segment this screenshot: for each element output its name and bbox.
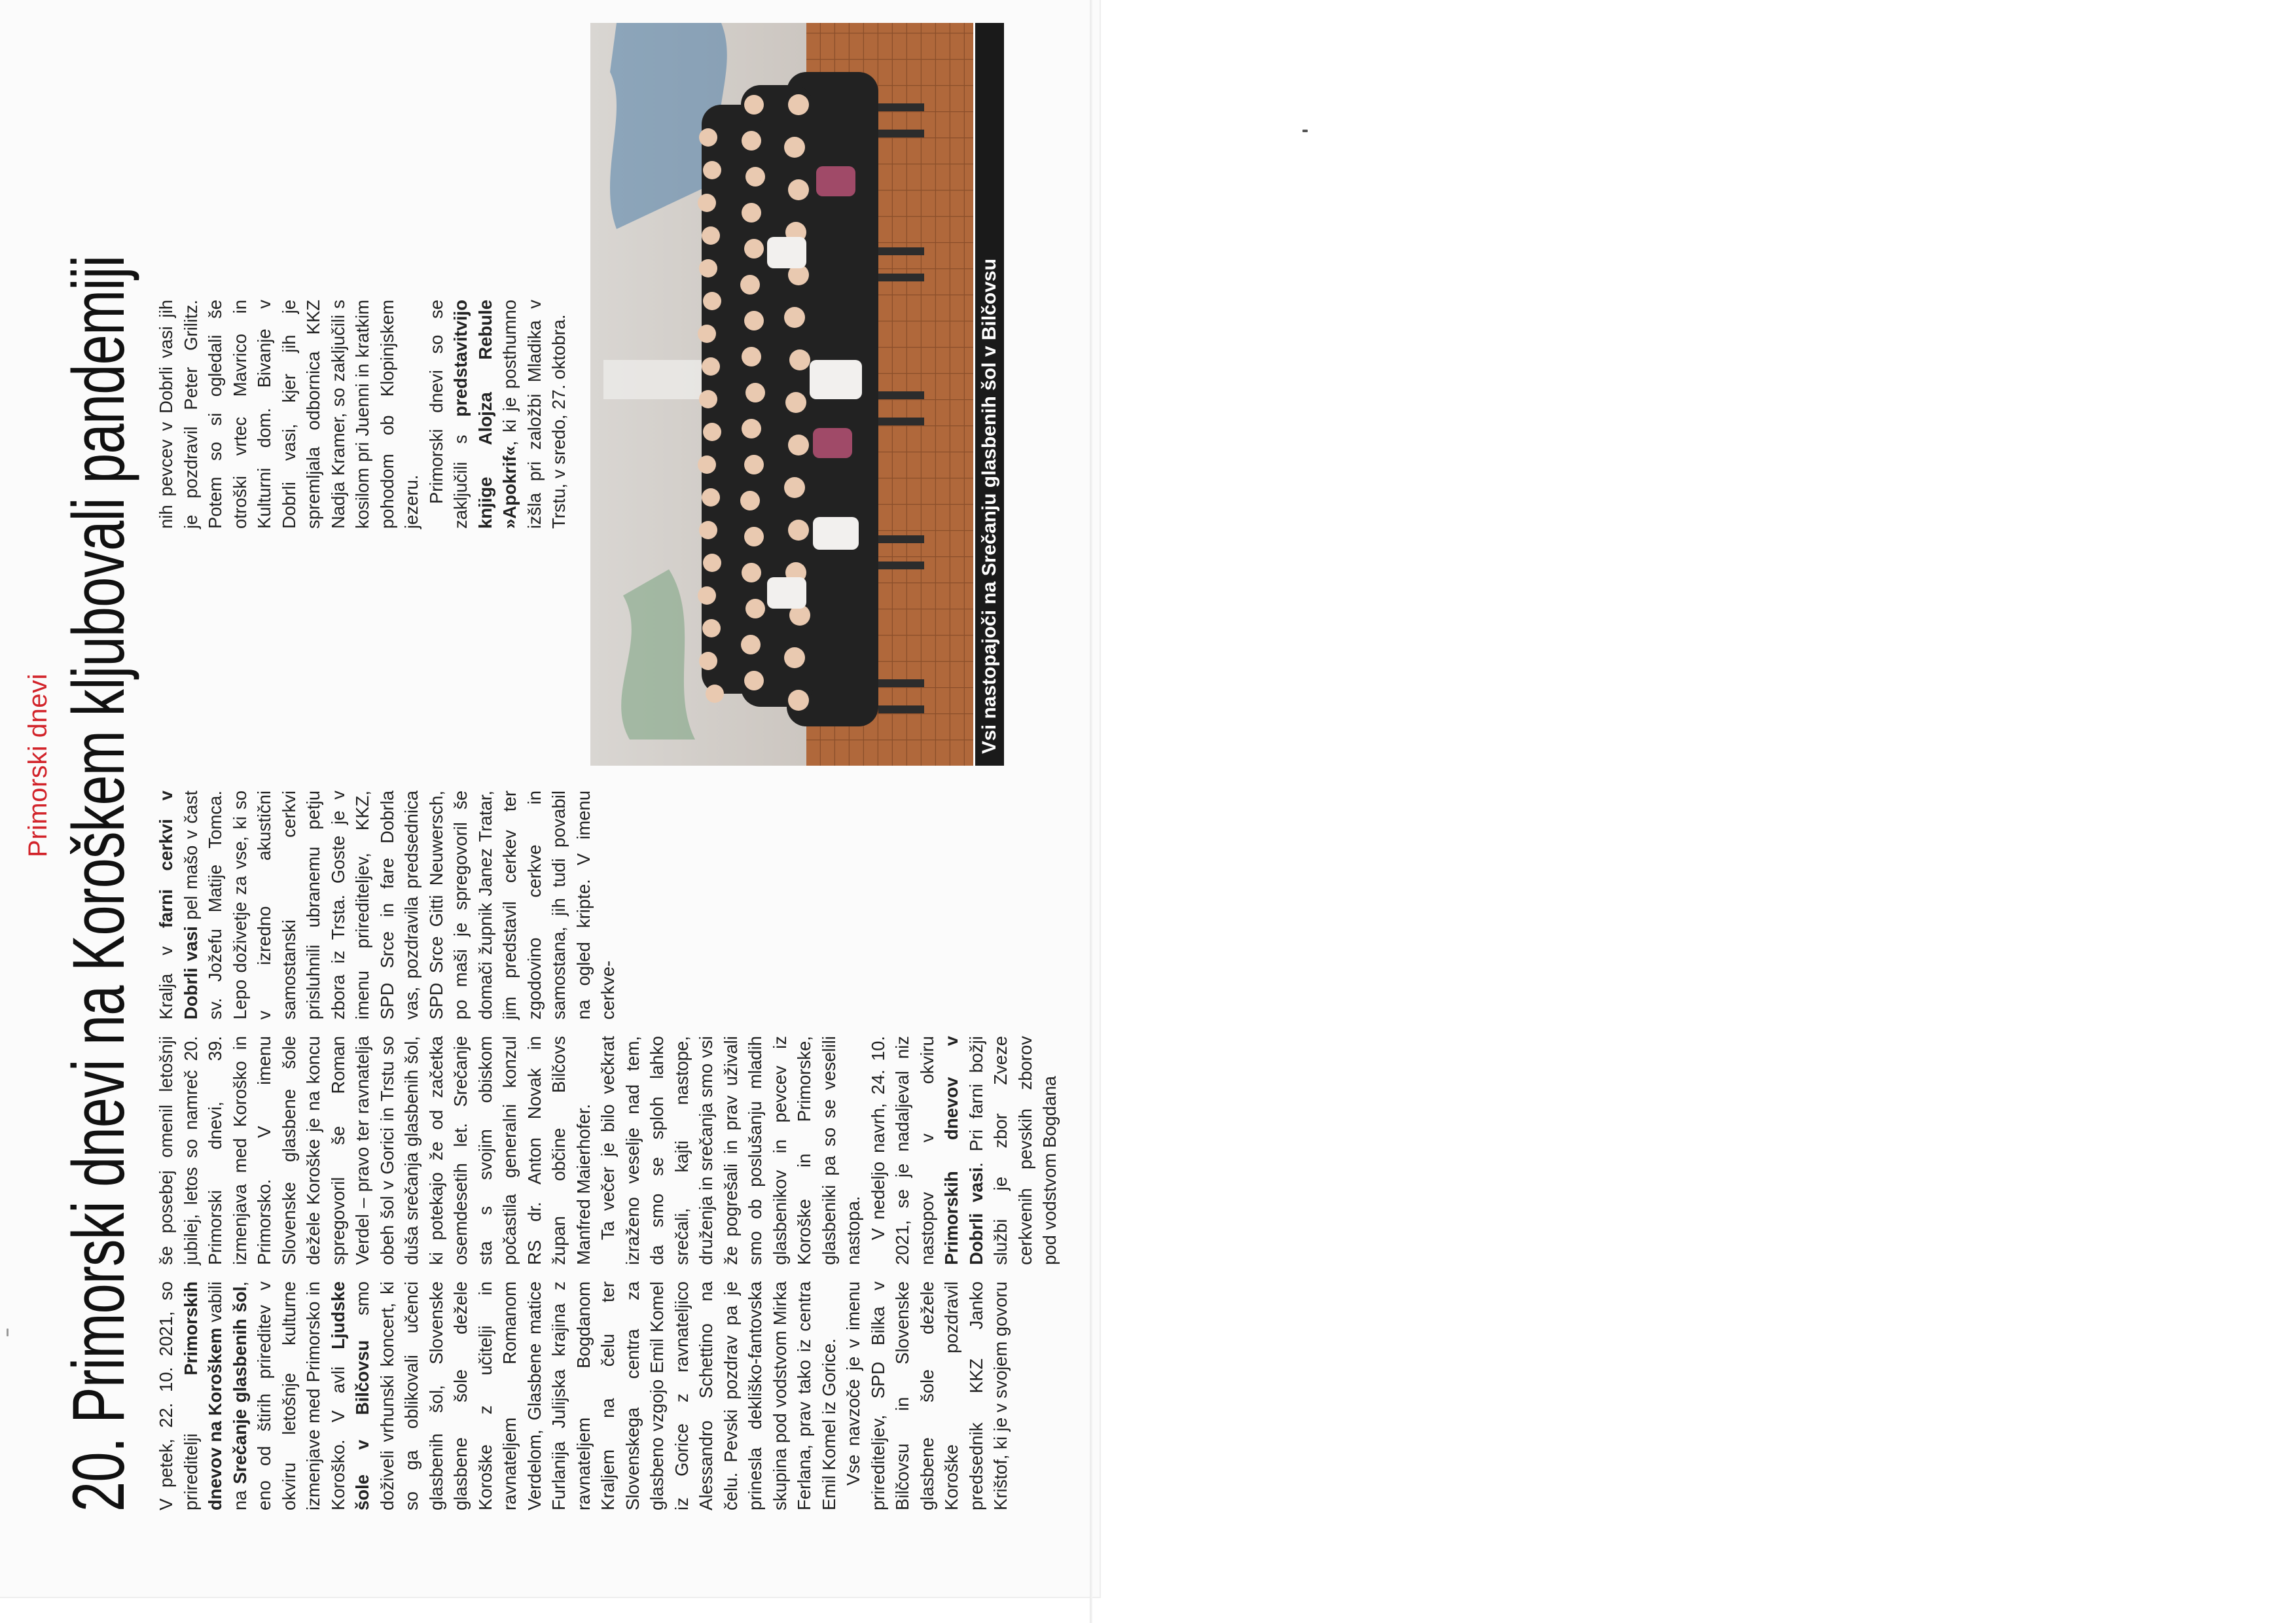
paragraph: Primorski dnevi so se zaključili s predstavitvijo knjige Alojza Rebule »Apokrif«, ki je posthumno izšla pri založbi Mladika v Trstu, v sredo, 27. oktobra.: [425, 300, 569, 529]
paragraph: Kralja v farni cerkvi v Dobrli vasi pel mašo v čast sv. Jožefu Matije Tomca. Lepo doživetje za vse, ki so v izredno akustični samostanski cerkvi prisluhnili ubranemu petju zbora iz Trsta. Goste je v imenu prirediteljev, KKZ, SPD Srce in fare Dobrla vas, pozdravila predsednica SPD Srce Gitti Neuwersch, po maši je spregovoril še domači župnik Janez Tratar, jim predstavil cerkev ter zgodovino cerkve in samostana, jih tudi povabil na ogled kripte. V imenu cerkve-: [156, 791, 618, 1020]
paragraph: nih pevcev v Dobrli vasi jih je pozdravil Peter Grilitz. Potem so si ogledali še otroški vrtec Mavrico in Kulturni dom. Bivanje v Dobrli vasi, kjer jih je spremljala odbornica KKZ Nadja Kramer, so zaključili s kosilom pri Juenni in kratkim pohodom ob Klopinjskem jezeru.: [156, 300, 422, 529]
paragraph: V petek, 22. 10. 2021, so prireditelji Primorskih dnevov na Koroškem vabili na Srečanje glasbenih šol, eno od štirih prireditev v okviru letošnje kulturne izmenjave med Primorsko in Koroško. V avli Ljudske šole v Bilčovsu smo doživeli vrhunski koncert, ki so ga oblikovali učenci glasbenih šol, Slovenske glasbene šole dežele Koroške z učitelji in ravnateljem Romanom Verdelom, Glasbene matice Furlanija Julijska krajina z ravnateljem Bogdanom Kraljem na čelu ter Slovenskega centra za glasbeno vzgojo Emil Komel iz Gorice z ravnateljico Alessandro Schettino na čelu. Pevski pozdrav pa je prinesla dekliško-fantovska skupina pod vodstvom Mirka Ferlana, prav tako iz centra Emil Komel iz Gorice.: [156, 1281, 839, 1510]
text-column-3: [154, 791, 618, 1020]
scan-speck: [7, 1329, 9, 1336]
scan-speck: [1302, 130, 1308, 132]
paragraph: V nedeljo navrh, 24. 10. 2021, se je nadaljeval niz nastopov v okviru Primorskih dnevov v Dobrli vasi. Pri farni božji službi je zbor Zveze cerkvenih pevskih zborov pod vodstvom Bogdana: [867, 1036, 1060, 1265]
group-photo: [590, 23, 973, 766]
paragraph: Vse navzoče je v imenu prirediteljev, SPD Bilka v Bilčovsu in Slovenske glasbene šole dežele Koroške pozdravil predsednik KKZ Janko Krištof, ki je v svojem govoru: [843, 1281, 1011, 1510]
paragraph: Ta večer je bilo večkrat izraženo veselje nad tem, da smo se sploh lahko srečali, kajti nastope, druženja in srečanja smo vsi že pogrešali in prav uživali smo ob poslušanju mladih glasbenikov in pevcev iz Koroške in Primorske, glasbeniki pa so se veselili nastopa.: [598, 1036, 863, 1265]
page-fold: [1090, 0, 1092, 1623]
text-column-2: [154, 1036, 1062, 1265]
section-kicker: Primorski dnevi: [24, 673, 52, 857]
text-column-4: [154, 300, 573, 529]
text-column-1: [154, 1281, 1013, 1510]
article-headline: 20. Primorski dnevi na Koroškem kljubovali pandemiji: [58, 255, 139, 1512]
article: [20, 20, 1060, 1518]
photo-caption: Vsi nastopajoči na Srečanju glasbenih šol v Bilčovsu: [975, 23, 1004, 766]
paragraph: še posebej omenil letošnji jubilej, letos so namreč 20. Primorski dnevi, 39. izmenjava med Koroško in Primorsko. V imenu Slovenske glasbene šole dežele Koroške je na koncu spregovoril še Roman Verdel – pravo ter ravnatelja obeh šol v Gorici in Trstu so duša srečanja glasbenih šol, ki potekajo že od začetka osemdesetih let. Srečanje sta s svojim obiskom počastila generalni konzul RS dr. Anton Novak in župan občine Bilčovs Manfred Maierhofer.: [156, 1036, 594, 1265]
